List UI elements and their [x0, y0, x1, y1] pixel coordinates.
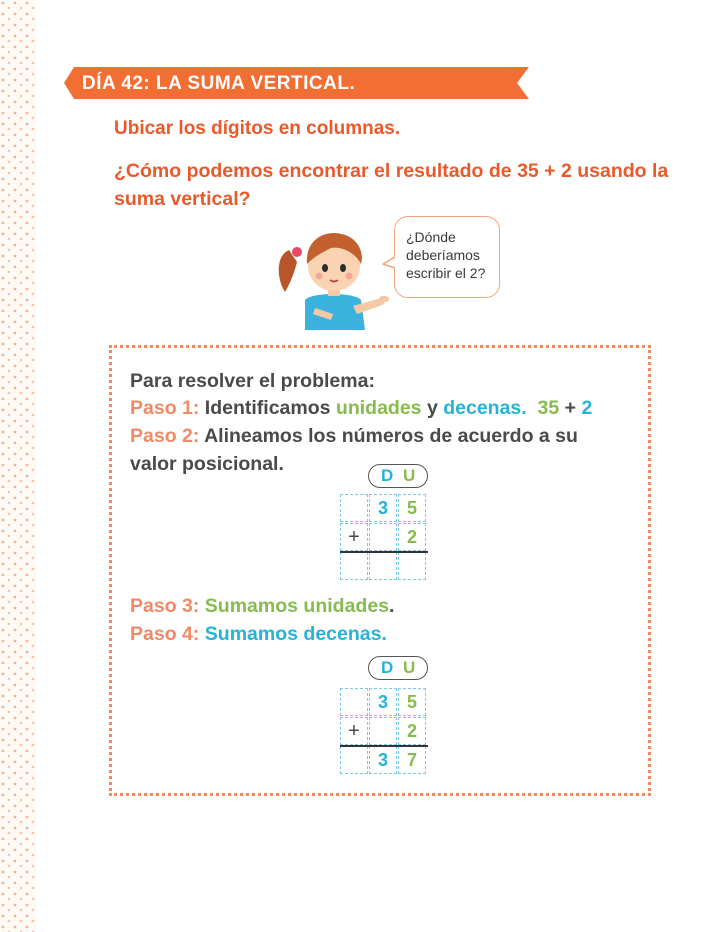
panel-intro: Para resolver el problema:: [130, 370, 375, 392]
grid1-cell-tens: 3: [369, 494, 397, 522]
tens-letter: D: [381, 658, 394, 677]
grid1-cell-units: 5: [398, 494, 426, 522]
step-2-text: Alineamos los números de acuerdo a su: [204, 425, 578, 447]
step-1: [130, 397, 592, 420]
step-3: [130, 595, 394, 618]
grid1-cell: [340, 494, 368, 522]
speech-bubble-text: ¿Dónde deberíamos escribir el 2?: [406, 229, 486, 281]
step-1-label: Paso 1:: [130, 397, 200, 419]
subtitle: Ubicar los dígitos en columnas.: [114, 118, 401, 139]
step-1-number-2: 2: [581, 397, 593, 419]
addition-grid-2: [340, 688, 428, 775]
step-2-continued: valor posicional.: [130, 453, 284, 475]
step-1-plus: +: [564, 397, 577, 419]
step-3-period: .: [389, 595, 395, 617]
grid2-cell-tens: 3: [369, 688, 397, 716]
grid2-cell-tens: [369, 717, 397, 745]
girl-illustration: [275, 222, 395, 330]
grid1-cell-units: 2: [398, 523, 426, 551]
step-4: [130, 623, 387, 646]
step-1-number-1: 35: [537, 397, 560, 419]
grid1-result-tens: [369, 552, 397, 580]
place-value-header: [368, 464, 428, 488]
grid2-cell-units: 5: [398, 688, 426, 716]
step-2-label: Paso 2:: [130, 425, 200, 447]
step-1-text: Identificamos: [204, 397, 331, 419]
grid2-result-tens: 3: [369, 746, 397, 774]
decorative-side-pattern: [0, 0, 36, 932]
plus-sign: +: [340, 523, 368, 551]
sum-line: [340, 551, 428, 553]
page-title: DÍA 42: LA SUMA VERTICAL.: [82, 73, 356, 94]
grid1-result-units: [398, 552, 426, 580]
step-1-tens: decenas.: [443, 397, 527, 419]
grid2-cell: [340, 746, 368, 774]
place-value-header: [368, 656, 428, 680]
grid1-cell-tens: [369, 523, 397, 551]
units-letter: U: [403, 466, 416, 485]
grid2-result-units: 7: [398, 746, 426, 774]
plus-sign: +: [340, 717, 368, 745]
step-3-text: Sumamos unidades: [204, 595, 390, 617]
step-2: [130, 425, 578, 448]
sum-line: [340, 745, 428, 747]
step-4-label: Paso 4:: [130, 623, 200, 645]
step-1-units: unidades: [335, 397, 422, 419]
grid2-cell: [340, 688, 368, 716]
tens-letter: D: [381, 466, 394, 485]
addition-grid-1: [340, 494, 428, 581]
grid1-cell: [340, 552, 368, 580]
step-3-label: Paso 3:: [130, 595, 200, 617]
question-text: ¿Cómo podemos encontrar el resultado de 35 + 2 usando la suma vertical?: [114, 160, 669, 210]
grid2-cell-units: 2: [398, 717, 426, 745]
step-4-text: Sumamos decenas.: [204, 623, 387, 645]
units-letter: U: [403, 658, 416, 677]
step-1-and: y: [426, 397, 438, 419]
speech-bubble-tail: [382, 256, 396, 270]
